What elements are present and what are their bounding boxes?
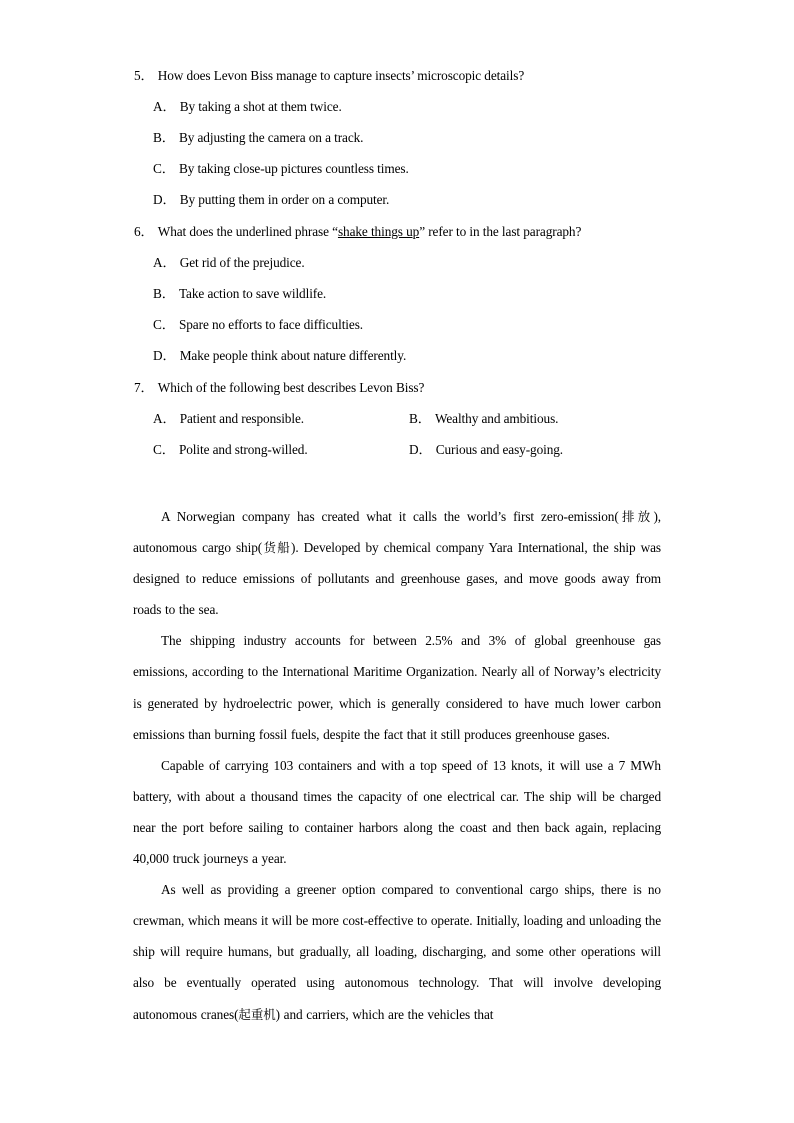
- chinese-gloss: 排放: [618, 509, 654, 524]
- option-letter: A．: [153, 99, 176, 114]
- question-text: Which of the following best describes Levon Biss?: [157, 380, 425, 395]
- question-5-option-c: [153, 160, 409, 178]
- option-text: Curious and easy-going.: [435, 442, 564, 457]
- passage-paragraph-2: The shipping industry accounts for between 2.5% and 3% of global greenhouse gas emissions, according to the International Maritime Organization. Nearly all of Norway’s electricity is generated by hydroelectric power, which is generally considered to have much lower carbon emissions than burning fossil fuels, despite the fact that it still produces greenhouse gases.: [133, 633, 661, 742]
- option-letter: B．: [409, 411, 431, 426]
- option-letter: B．: [153, 130, 175, 145]
- option-text: Take action to save wildlife.: [178, 286, 327, 301]
- option-letter: D．: [409, 442, 432, 457]
- paragraph-text: As well as providing a greener option compared to conventional cargo ships, there is no crewman, which means it will be more cost-effective to operate. Initially, loading and unloading the ship will require humans, but gradually, all loading, discharging, and some other operations will also be eventually operated using autonomous technology. That will involve developing autonomous cranes(: [133, 882, 661, 1022]
- paragraph-text: ) and carriers, which are the vehicles that: [275, 1006, 494, 1022]
- paragraph-text: ), autonomous cargo ship(: [133, 509, 661, 556]
- option-text: By taking close-up pictures countless times.: [178, 161, 409, 176]
- question-6-stem: [134, 223, 581, 241]
- option-text: By taking a shot at them twice.: [179, 99, 342, 114]
- option-text: Spare no efforts to face difficulties.: [178, 317, 363, 332]
- option-letter: B．: [153, 286, 175, 301]
- paragraph-text: A Norwegian company has created what it calls the world’s first zero-emission(: [161, 509, 619, 524]
- option-text: By adjusting the camera on a track.: [178, 130, 364, 145]
- question-number: 7．: [134, 380, 154, 395]
- question-text-before: What does the underlined phrase “: [157, 224, 338, 239]
- question-5-option-d: [153, 191, 389, 209]
- question-7-option-b: [409, 410, 558, 428]
- question-7-option-d: [409, 441, 563, 459]
- option-text: Polite and strong-willed.: [178, 442, 308, 457]
- option-letter: D．: [153, 192, 176, 207]
- question-number: 6．: [134, 224, 154, 239]
- underlined-phrase: shake things up: [337, 224, 420, 239]
- option-letter: C．: [153, 317, 175, 332]
- reading-passage: [133, 501, 661, 1030]
- option-letter: C．: [153, 161, 175, 176]
- option-letter: A．: [153, 255, 176, 270]
- passage-paragraph-3: Capable of carrying 103 containers and with a top speed of 13 knots, it will use a 7 MWh battery, with about a thousand times the capacity of one electrical car. The ship will be charged near the port before sailing to container harbors along the coast and then back again, replacing 40,000 truck journeys a year.: [133, 757, 661, 867]
- question-6-option-b: [153, 285, 326, 303]
- question-6-option-c: [153, 316, 363, 334]
- question-5-option-b: [153, 129, 363, 147]
- question-7-option-a: [153, 410, 304, 428]
- option-letter: D．: [153, 348, 176, 363]
- question-5-option-a: [153, 98, 342, 116]
- question-text: How does Levon Biss manage to capture insects’ microscopic details?: [157, 68, 525, 83]
- option-text: Make people think about nature differently.: [179, 348, 407, 363]
- option-text: Get rid of the prejudice.: [179, 255, 305, 270]
- question-5-stem: [134, 67, 524, 85]
- question-7-option-c: [153, 441, 308, 459]
- question-number: 5．: [134, 68, 154, 83]
- option-text: By putting them in order on a computer.: [179, 192, 390, 207]
- chinese-gloss: 起重机: [238, 1006, 276, 1022]
- option-text: Patient and responsible.: [179, 411, 304, 426]
- question-7-stem: [134, 379, 424, 397]
- option-text: Wealthy and ambitious.: [434, 411, 559, 426]
- question-6-option-a: [153, 254, 305, 272]
- chinese-gloss: 货船: [262, 540, 291, 556]
- question-6-option-d: [153, 347, 406, 365]
- passage-paragraph-1: [133, 501, 661, 625]
- option-letter: C．: [153, 442, 175, 457]
- paragraph-text: ). Developed by chemical company Yara International, the ship was designed to reduce emissions of pollutants and greenhouse gases, and move goods away from roads to the sea.: [133, 540, 661, 618]
- passage-paragraph-4: [133, 874, 661, 1029]
- question-text-after: ” refer to in the last paragraph?: [419, 224, 582, 239]
- option-letter: A．: [153, 411, 176, 426]
